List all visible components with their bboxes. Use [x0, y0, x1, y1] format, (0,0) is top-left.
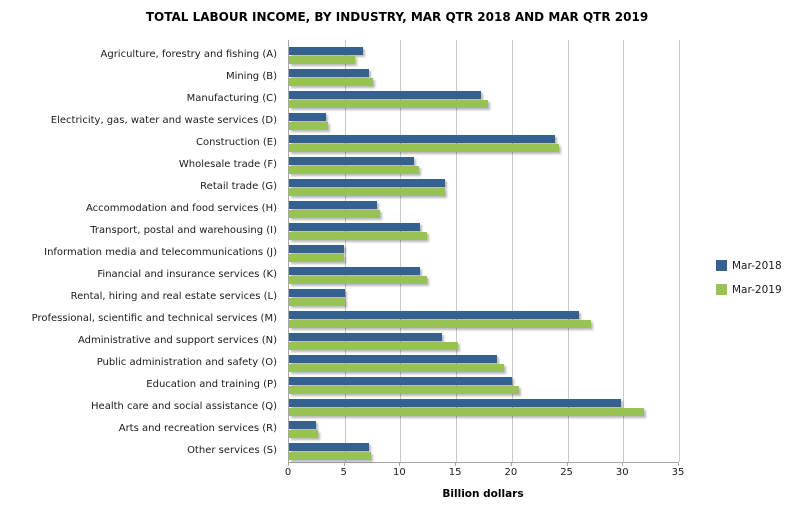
- x-tickmark: [455, 462, 456, 466]
- plot-rows: [289, 44, 679, 462]
- bar-mar-2018: [289, 69, 369, 77]
- bar-mar-2019: [289, 320, 591, 328]
- bar-mar-2019: [289, 254, 344, 262]
- bar-group: [289, 352, 679, 374]
- bar-mar-2019: [289, 408, 644, 416]
- x-tick-label: 20: [504, 467, 518, 478]
- bar-mar-2019: [289, 386, 519, 394]
- x-tick-label: 25: [560, 467, 573, 478]
- bar-group: [289, 198, 679, 220]
- x-axis-title: Billion dollars: [442, 488, 524, 500]
- category-label: Financial and insurance services (K): [97, 269, 277, 280]
- plot-area: [288, 40, 679, 463]
- category-label: Agriculture, forestry and fishing (A): [100, 49, 277, 60]
- bar-group: [289, 242, 679, 264]
- bar-mar-2018: [289, 311, 579, 319]
- bar-group: [289, 418, 679, 440]
- x-tick-label: 5: [340, 467, 347, 478]
- bar-group: [289, 220, 679, 242]
- bar-mar-2018: [289, 47, 363, 55]
- category-label: Construction (E): [196, 137, 277, 148]
- bar-mar-2018: [289, 267, 420, 275]
- bar-mar-2018: [289, 91, 481, 99]
- legend-label: Mar-2019: [732, 283, 782, 296]
- legend-item: [716, 259, 782, 272]
- bar-mar-2019: [289, 56, 355, 64]
- x-tickmark: [511, 462, 512, 466]
- legend-swatch: [716, 284, 727, 295]
- x-tick-label: 0: [284, 467, 292, 478]
- legend: [716, 259, 782, 307]
- category-label: Accommodation and food services (H): [86, 203, 277, 214]
- x-tickmark: [567, 462, 568, 466]
- bar-mar-2018: [289, 333, 442, 341]
- bar-group: [289, 286, 679, 308]
- x-tick-label: 10: [393, 467, 406, 478]
- bar-mar-2019: [289, 364, 504, 372]
- bar-group: [289, 440, 679, 462]
- x-tickmark: [399, 462, 400, 466]
- category-label: Arts and recreation services (R): [118, 423, 277, 434]
- bar-group: [289, 132, 679, 154]
- category-label: Health care and social assistance (Q): [91, 401, 277, 412]
- bar-group: [289, 374, 679, 396]
- bar-mar-2018: [289, 135, 555, 143]
- bar-mar-2019: [289, 430, 318, 438]
- bar-mar-2018: [289, 179, 445, 187]
- category-label: Administrative and support services (N): [77, 335, 277, 346]
- category-label: Professional, scientific and technical services (M): [31, 313, 277, 324]
- legend-swatch: [716, 260, 727, 271]
- bar-group: [289, 154, 679, 176]
- bar-mar-2019: [289, 78, 373, 86]
- bar-group: [289, 44, 679, 66]
- bar-mar-2018: [289, 113, 326, 121]
- bar-mar-2019: [289, 188, 445, 196]
- category-label: Transport, postal and warehousing (I): [90, 225, 277, 236]
- bar-mar-2019: [289, 100, 488, 108]
- bar-mar-2018: [289, 289, 345, 297]
- category-axis-labels: [0, 44, 283, 462]
- bar-group: [289, 176, 679, 198]
- category-label: Public administration and safety (O): [96, 357, 277, 368]
- bar-mar-2018: [289, 377, 512, 385]
- bar-group: [289, 110, 679, 132]
- bar-mar-2018: [289, 223, 420, 231]
- bar-mar-2018: [289, 443, 369, 451]
- gridline: [679, 40, 680, 462]
- chart-title: TOTAL LABOUR INCOME, BY INDUSTRY, MAR QTR 2018 AND MAR QTR 2019: [145, 10, 649, 24]
- legend-label: Mar-2018: [732, 259, 782, 272]
- bar-mar-2018: [289, 157, 414, 165]
- category-label: Electricity, gas, water and waste services (D): [50, 115, 277, 126]
- bar-group: [289, 330, 679, 352]
- bar-mar-2019: [289, 276, 427, 284]
- bar-mar-2019: [289, 122, 328, 130]
- bar-group: [289, 66, 679, 88]
- x-tickmark: [622, 462, 623, 466]
- bar-mar-2019: [289, 210, 380, 218]
- bar-mar-2019: [289, 166, 419, 174]
- category-label: Information media and telecommunications (J): [44, 247, 277, 258]
- bar-mar-2018: [289, 201, 377, 209]
- bar-mar-2019: [289, 144, 559, 152]
- legend-item: [716, 283, 782, 296]
- x-tickmark: [344, 462, 345, 466]
- category-label: Wholesale trade (F): [178, 159, 277, 170]
- bar-mar-2018: [289, 245, 344, 253]
- x-tick-label: 30: [615, 467, 629, 478]
- category-label: Other services (S): [187, 445, 277, 456]
- category-label: Mining (B): [225, 71, 277, 82]
- x-axis-tick-labels: [284, 467, 685, 481]
- category-label: Retail trade (G): [200, 181, 277, 192]
- category-label: Manufacturing (C): [186, 93, 277, 104]
- bar-group: [289, 88, 679, 110]
- bar-mar-2019: [289, 232, 427, 240]
- bar-group: [289, 308, 679, 330]
- bar-mar-2019: [289, 298, 345, 306]
- x-tickmark: [678, 462, 679, 466]
- x-tick-label: 35: [671, 467, 685, 478]
- bar-mar-2018: [289, 355, 497, 363]
- x-tick-label: 15: [448, 467, 462, 478]
- bar-mar-2018: [289, 421, 316, 429]
- category-label: Rental, hiring and real estate services (L): [70, 291, 277, 302]
- bar-group: [289, 264, 679, 286]
- x-axis-tickmarks: [288, 462, 678, 466]
- bar-mar-2018: [289, 399, 621, 407]
- bar-mar-2019: [289, 342, 458, 350]
- bar-mar-2019: [289, 452, 371, 460]
- category-label: Education and training (P): [146, 379, 277, 390]
- x-tickmark: [288, 462, 289, 466]
- bar-group: [289, 396, 679, 418]
